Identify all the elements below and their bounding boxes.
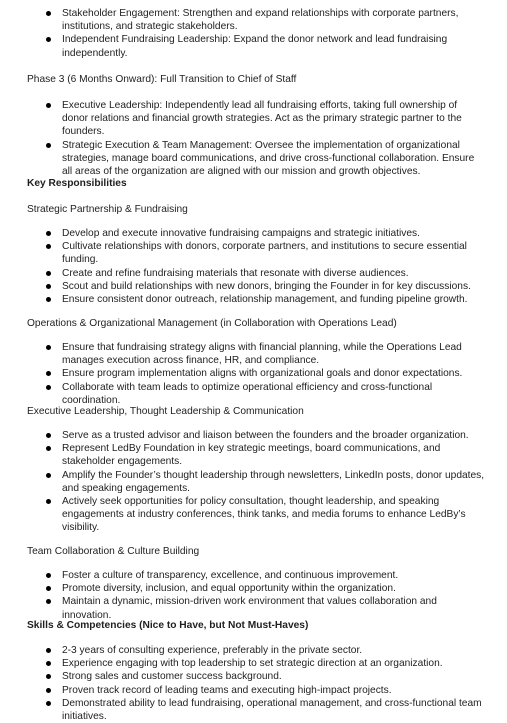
list-item: Serve as a trusted advisor and liaison between the founders and the broader organization. [0,429,507,442]
list-item: Scout and build relationships with new donors, bringing the Founder in for key discussions. [0,280,507,293]
list-item: Executive Leadership: Independently lead all fundraising efforts, taking full ownership of donor relations and financial growth strategies. Act as the primary strategic partner to the founders. [0,99,507,139]
phase3-heading: Phase 3 (6 Months Onward): Full Transition to Chief of Staff [27,74,297,85]
operations-heading: Operations & Organizational Management (in Collaboration with Operations Lead) [27,318,397,329]
list-item: Develop and execute innovative fundraising campaigns and strategic initiatives. [0,227,507,240]
strategic-heading: Strategic Partnership & Fundraising [27,204,188,215]
skills-list [0,644,507,723]
list-item: Actively seek opportunities for policy consultation, thought leadership, and speaking engagements at industry conferences, think tanks, and media forums to enhance LedBy’s visibility. [0,495,507,535]
list-item: Collaborate with team leads to optimize operational efficiency and cross-functional coordination. [0,381,507,407]
skills-heading: Skills & Competencies (Nice to Have, but Not Must-Haves) [27,620,309,631]
executive-list [0,429,507,535]
list-item: Represent LedBy Foundation in key strategic meetings, board communications, and stakeholder engagements. [0,442,507,468]
list-item: Cultivate relationships with donors, corporate partners, and institutions to secure essential funding. [0,240,507,266]
list-item: Create and refine fundraising materials that resonate with diverse audiences. [0,267,507,280]
phase3-list [0,99,507,178]
list-item: Ensure consistent donor outreach, relationship management, and funding pipeline growth. [0,293,507,306]
key-responsibilities-heading: Key Responsibilities [27,178,127,189]
top-bullet-list [0,7,507,60]
operations-list [0,341,507,407]
list-item: Proven track record of leading teams and executing high-impact projects. [0,684,507,697]
culture-list [0,569,507,622]
executive-heading: Executive Leadership, Thought Leadership & Communication [27,406,304,417]
list-item: 2-3 years of consulting experience, preferably in the private sector. [0,644,507,657]
culture-heading: Team Collaboration & Culture Building [27,546,200,557]
list-item: Strong sales and customer success background. [0,670,507,683]
list-item: Experience engaging with top leadership to set strategic direction at an organization. [0,657,507,670]
list-item: Maintain a dynamic, mission-driven work environment that values collaboration and innovation. [0,595,507,621]
list-item: Strategic Execution & Team Management: Oversee the implementation of organizational strategies, manage board communications, and drive cross-functional collaboration. Ensure all areas of the organization are aligned with our mission and growth objectives. [0,139,507,179]
strategic-list [0,227,507,306]
list-item: Stakeholder Engagement: Strengthen and expand relationships with corporate partners, institutions, and strategic stakeholders. [0,7,507,33]
list-item: Foster a culture of transparency, excellence, and continuous improvement. [0,569,507,582]
list-item: Ensure that fundraising strategy aligns with financial planning, while the Operations Lead manages execution across finance, HR, and compliance. [0,341,507,367]
list-item: Ensure program implementation aligns with organizational goals and donor expectations. [0,367,507,380]
list-item: Independent Fundraising Leadership: Expand the donor network and lead fundraising independently. [0,33,507,59]
list-item: Amplify the Founder’s thought leadership through newsletters, LinkedIn posts, donor updates, and speaking engagements. [0,469,507,495]
list-item: Promote diversity, inclusion, and equal opportunity within the organization. [0,582,507,595]
list-item: Demonstrated ability to lead fundraising, operational management, and cross-functional team initiatives. [0,697,507,723]
